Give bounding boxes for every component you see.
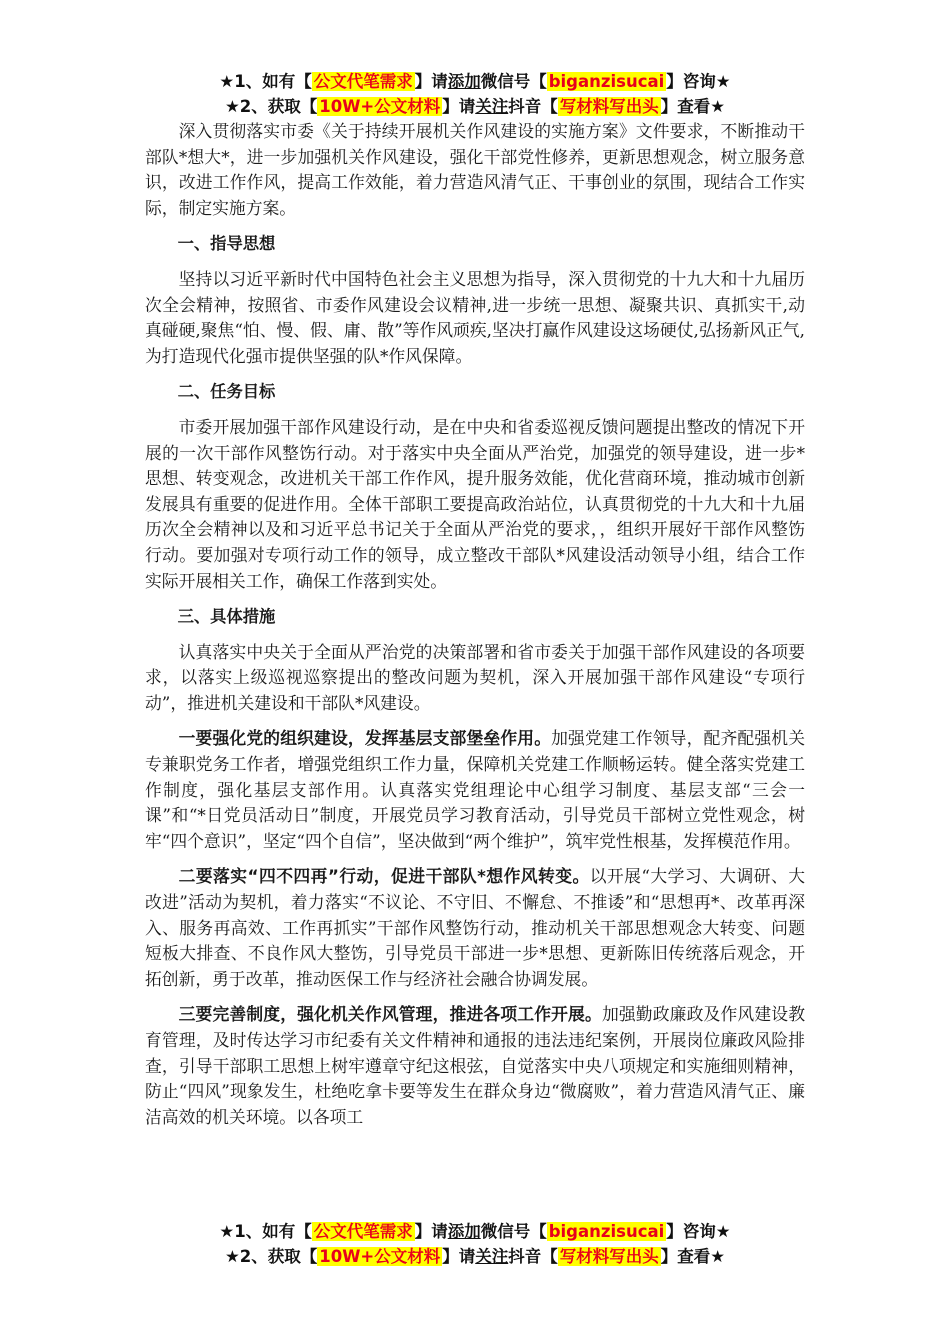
banner-text: 】请 xyxy=(414,1222,448,1241)
banner-underlined: 关注 xyxy=(475,1247,509,1266)
measure-3-text: 加强勤政廉政及作风建设教育管理，及时传达学习市纪委有关文件精神和通报的违法违纪案例，开展岗位廉政风险排查，引导干部职工思想上树牢遵章守纪这根弦，自觉落实中央八项规定和实施细则精神，防止“四风”现象发生，杜绝吃拿卡要等发生在群众身边“微腐败”，着力营造风清气正、廉洁高效的机关环境。以各项工 xyxy=(145,1004,805,1127)
banner-text: 】请 xyxy=(442,1247,476,1266)
promo-banner-bottom-line1 xyxy=(0,1220,950,1244)
banner-highlight: biganzisucai xyxy=(548,1222,665,1241)
banner-text: ★1、如有【 xyxy=(219,72,312,91)
intro-paragraph: 深入贯彻落实市委《关于持续开展机关作风建设的实施方案》文件要求，不断推动干部队*想大*，进一步加强机关作风建设，强化干部党性修养，更新思想观念，树立服务意识，改进工作作风，提高工作效能，着力营造风清气正、干事创业的氛围，现结合工作实际，制定实施方案。 xyxy=(145,121,805,218)
banner-underlined: 关注 xyxy=(475,97,509,116)
banner-underlined: 添加 xyxy=(447,72,481,91)
banner-highlight: biganzisucai xyxy=(548,72,665,91)
measure-1-lead: 一要强化党的组织建设，发挥基层支部堡垒作用。 xyxy=(178,728,552,749)
document-body xyxy=(145,119,805,1140)
banner-text: 】咨询★ xyxy=(666,72,731,91)
banner-text: 】咨询★ xyxy=(666,1222,731,1241)
paragraph-guiding-thought: 坚持以习近平新时代中国特色社会主义思想为指导，深入贯彻党的十九大和十九届历次全会精神，按照省、市委作风建设会议精神,进一步统一思想、凝聚共识、真抓实干,动真碰硬,聚焦“怕、慢、假、庸、散”等作风顽疾,坚决打赢作风建设这场硬仗,弘扬新风正气,为打造现代化强市提供坚强的队*作风保障。 xyxy=(145,268,805,366)
paragraph-measure-1 xyxy=(145,726,805,854)
banner-highlight: 写材料写出头 xyxy=(559,1247,659,1266)
paragraph-measures-intro: 认真落实中央关于全面从严治党的决策部署和省市委关于加强干部作风建设的各项要求，以落实上级巡视巡察提出的整改问题为契机，深入开展加强干部作风建设“专项行动”，推进机关建设和干部队*风建设。 xyxy=(145,641,805,713)
promo-banner-top-line2 xyxy=(0,95,950,119)
measure-1-text: 加强党建工作领导，配齐配强机关专兼职党务工作者，增强党组织工作力量，保障机关党建工作顺畅运转。健全落实党建工作制度，强化基层支部作用。认真落实党组理论中心组学习制度、基层支部“三会一课”和“*日党员活动日”制度，开展党员学习教育活动，引导党员干部树立党性观念，树牢“四个意识”，坚定“四个自信”，坚决做到“两个维护”，筑牢党性根基，发挥模范作用。 xyxy=(145,728,805,851)
banner-text: 抖音【 xyxy=(508,97,558,116)
banner-highlight: 10W+公文材料 xyxy=(319,97,441,116)
banner-text: 】查看★ xyxy=(660,1247,726,1266)
banner-text: 微信号【 xyxy=(480,72,547,91)
measure-2-lead: 二要落实“四不四再”行动，促进干部队*想作风转变。 xyxy=(178,866,590,887)
banner-text: 抖音【 xyxy=(508,1247,558,1266)
measure-2-text: 以开展“大学习、大调研、大改进”活动为契机，着力落实“不议论、不守旧、不懈怠、不推诿”和“思想再*、改革再深入、服务再高效、工作再抓实”干部作风整饬行动，推动机关干部思想观念大转变、问题短板大排查、不良作风大整饬，引导党员干部进一步*思想、更新陈旧传统落后观念，开拓创新，勇于改革，推动医保工作与经济社会融合协调发展。 xyxy=(145,866,805,989)
banner-underlined: 添加 xyxy=(447,1222,481,1241)
banner-text: 】请 xyxy=(414,72,448,91)
paragraph-measure-3 xyxy=(145,1002,805,1130)
paragraph-task-goal: 市委开展加强干部作风建设行动，是在中央和省委巡视反馈问题提出整改的情况下开展的一次干部作风整饬行动。对于落实中央全面从严治党，加强党的领导建设，进一步*思想、转变观念，改进机关干部工作作风，提升服务效能，优化营商环境，推动城市创新发展具有重要的促进作用。全体干部职工要提高政治站位，认真贯彻党的十九大和十九届历次全会精神以及和习近平总书记关于全面从严治党的要求，，组织开展好干部作风整饬行动。要加强对专项行动工作的领导，成立整改干部队*风建设活动领导小组，结合工作实际开展相关工作，确保工作落到实处。 xyxy=(145,416,805,591)
paragraph-measure-2 xyxy=(145,864,805,992)
banner-text: ★2、获取【 xyxy=(224,97,318,116)
banner-text: 】查看★ xyxy=(660,97,726,116)
banner-highlight: 公文代笔需求 xyxy=(313,72,413,91)
promo-banner-bottom-line2 xyxy=(0,1245,950,1269)
section-heading-2: 二、任务目标 xyxy=(177,382,276,402)
measure-3-lead: 三要完善制度，强化机关作风管理，推进各项工作开展。 xyxy=(178,1004,602,1025)
banner-text: 微信号【 xyxy=(480,1222,547,1241)
banner-highlight: 写材料写出头 xyxy=(559,97,659,116)
section-heading-1: 一、指导思想 xyxy=(177,234,276,254)
section-heading-3: 三、具体措施 xyxy=(177,607,276,627)
banner-text: ★2、获取【 xyxy=(224,1247,318,1266)
promo-banner-top-line1 xyxy=(0,70,950,94)
banner-highlight: 10W+公文材料 xyxy=(319,1247,441,1266)
banner-text: 】请 xyxy=(442,97,476,116)
banner-highlight: 公文代笔需求 xyxy=(313,1222,413,1241)
banner-text: ★1、如有【 xyxy=(219,1222,312,1241)
